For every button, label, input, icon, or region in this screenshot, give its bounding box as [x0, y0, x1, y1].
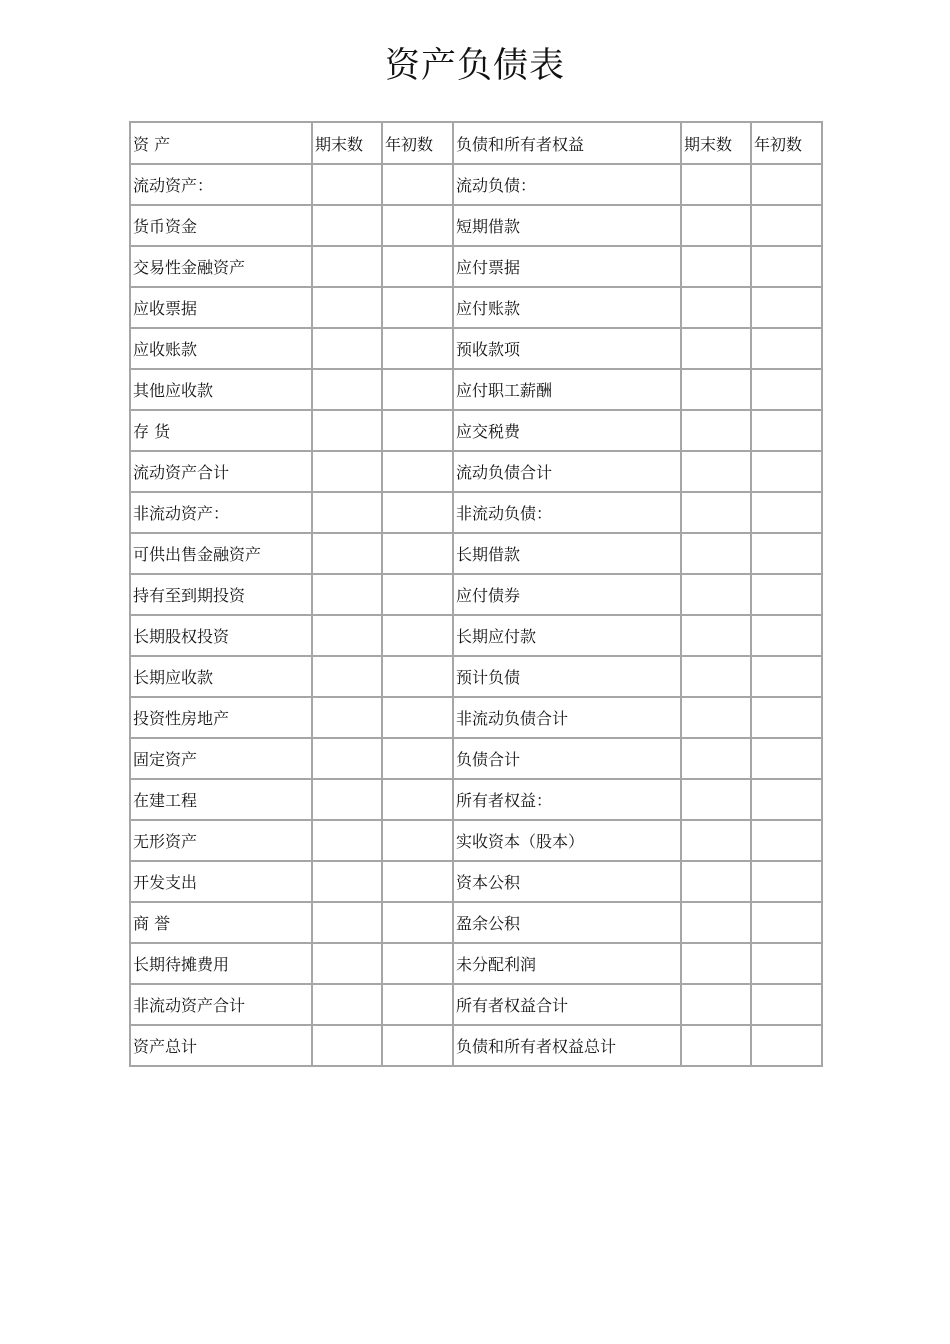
- liability-label: 流动负债：: [453, 164, 681, 205]
- liability-period-end-cell[interactable]: [681, 656, 751, 697]
- asset-year-begin-cell[interactable]: [382, 902, 453, 943]
- asset-label: 长期应收款: [130, 656, 312, 697]
- liability-year-begin-cell[interactable]: [751, 492, 822, 533]
- liability-period-end-cell[interactable]: [681, 246, 751, 287]
- asset-label: 流动资产合计: [130, 451, 312, 492]
- header-year-begin: 年初数: [382, 122, 453, 164]
- liability-year-begin-cell[interactable]: [751, 205, 822, 246]
- liability-label: 预收款项: [453, 328, 681, 369]
- asset-year-begin-cell[interactable]: [382, 328, 453, 369]
- table-row: [130, 615, 822, 656]
- table-row: [130, 861, 822, 902]
- balance-sheet-table: [129, 121, 823, 1067]
- liability-period-end-cell[interactable]: [681, 697, 751, 738]
- asset-year-begin-cell[interactable]: [382, 984, 453, 1025]
- asset-label: 存 货: [130, 410, 312, 451]
- asset-year-begin-cell[interactable]: [382, 615, 453, 656]
- liability-label: 所有者权益合计: [453, 984, 681, 1025]
- asset-year-begin-cell[interactable]: [382, 287, 453, 328]
- asset-label: 持有至到期投资: [130, 574, 312, 615]
- liability-year-begin-cell[interactable]: [751, 656, 822, 697]
- asset-period-end-cell[interactable]: [312, 287, 382, 328]
- asset-period-end-cell[interactable]: [312, 574, 382, 615]
- liability-period-end-cell[interactable]: [681, 205, 751, 246]
- liability-period-end-cell[interactable]: [681, 164, 751, 205]
- header-liabilities-equity: 负债和所有者权益: [453, 122, 681, 164]
- liability-label: 资本公积: [453, 861, 681, 902]
- liability-label: 非流动负债：: [453, 492, 681, 533]
- liability-period-end-cell[interactable]: [681, 984, 751, 1025]
- liability-period-end-cell[interactable]: [681, 287, 751, 328]
- liability-year-begin-cell[interactable]: [751, 697, 822, 738]
- liability-year-begin-cell[interactable]: [751, 820, 822, 861]
- liability-year-begin-cell[interactable]: [751, 943, 822, 984]
- table-row: [130, 451, 822, 492]
- liability-year-begin-cell[interactable]: [751, 779, 822, 820]
- table-row: [130, 738, 822, 779]
- table-row: [130, 697, 822, 738]
- asset-period-end-cell[interactable]: [312, 164, 382, 205]
- liability-label: 所有者权益：: [453, 779, 681, 820]
- asset-label: 非流动资产：: [130, 492, 312, 533]
- asset-year-begin-cell[interactable]: [382, 820, 453, 861]
- liability-period-end-cell[interactable]: [681, 410, 751, 451]
- liability-year-begin-cell[interactable]: [751, 738, 822, 779]
- table-row: [130, 369, 822, 410]
- asset-label: 流动资产：: [130, 164, 312, 205]
- asset-label: 投资性房地产: [130, 697, 312, 738]
- table-row: [130, 820, 822, 861]
- liability-label: 短期借款: [453, 205, 681, 246]
- asset-label: 固定资产: [130, 738, 312, 779]
- liability-period-end-cell[interactable]: [681, 1025, 751, 1066]
- asset-label: 可供出售金融资产: [130, 533, 312, 574]
- liability-period-end-cell[interactable]: [681, 492, 751, 533]
- liability-year-begin-cell[interactable]: [751, 328, 822, 369]
- liability-period-end-cell[interactable]: [681, 533, 751, 574]
- liability-period-end-cell[interactable]: [681, 369, 751, 410]
- asset-year-begin-cell[interactable]: [382, 738, 453, 779]
- asset-period-end-cell[interactable]: [312, 533, 382, 574]
- asset-year-begin-cell[interactable]: [382, 656, 453, 697]
- table-row: [130, 246, 822, 287]
- asset-period-end-cell[interactable]: [312, 1025, 382, 1066]
- asset-label: 开发支出: [130, 861, 312, 902]
- asset-period-end-cell[interactable]: [312, 779, 382, 820]
- liability-year-begin-cell[interactable]: [751, 861, 822, 902]
- table-row: [130, 574, 822, 615]
- liability-period-end-cell[interactable]: [681, 820, 751, 861]
- asset-label: 交易性金融资产: [130, 246, 312, 287]
- page-title: 资产负债表: [384, 46, 565, 86]
- liability-year-begin-cell[interactable]: [751, 574, 822, 615]
- asset-label: 商 誉: [130, 902, 312, 943]
- liability-label: 负债和所有者权益总计: [453, 1025, 681, 1066]
- asset-label: 在建工程: [130, 779, 312, 820]
- asset-label: 无形资产: [130, 820, 312, 861]
- liability-period-end-cell[interactable]: [681, 451, 751, 492]
- liability-label: 流动负债合计: [453, 451, 681, 492]
- liability-label: 长期应付款: [453, 615, 681, 656]
- table-row: [130, 943, 822, 984]
- asset-year-begin-cell[interactable]: [382, 779, 453, 820]
- table-row: [130, 164, 822, 205]
- table-row: [130, 328, 822, 369]
- table-header-row: [130, 122, 822, 164]
- liability-label: 未分配利润: [453, 943, 681, 984]
- liability-label: 预计负债: [453, 656, 681, 697]
- asset-year-begin-cell[interactable]: [382, 1025, 453, 1066]
- asset-period-end-cell[interactable]: [312, 492, 382, 533]
- asset-year-begin-cell[interactable]: [382, 492, 453, 533]
- table-row: [130, 1025, 822, 1066]
- header-period-end-2: 期末数: [681, 122, 751, 164]
- asset-period-end-cell[interactable]: [312, 738, 382, 779]
- asset-period-end-cell[interactable]: [312, 943, 382, 984]
- asset-year-begin-cell[interactable]: [382, 861, 453, 902]
- asset-label: 其他应收款: [130, 369, 312, 410]
- asset-year-begin-cell[interactable]: [382, 410, 453, 451]
- liability-label: 应交税费: [453, 410, 681, 451]
- asset-year-begin-cell[interactable]: [382, 369, 453, 410]
- asset-period-end-cell[interactable]: [312, 820, 382, 861]
- liability-period-end-cell[interactable]: [681, 574, 751, 615]
- liability-period-end-cell[interactable]: [681, 615, 751, 656]
- asset-year-begin-cell[interactable]: [382, 533, 453, 574]
- table-row: [130, 902, 822, 943]
- table-row: [130, 492, 822, 533]
- liability-year-begin-cell[interactable]: [751, 410, 822, 451]
- liability-label: 负债合计: [453, 738, 681, 779]
- asset-label: 长期股权投资: [130, 615, 312, 656]
- asset-year-begin-cell[interactable]: [382, 246, 453, 287]
- liability-label: 应付账款: [453, 287, 681, 328]
- liability-year-begin-cell[interactable]: [751, 1025, 822, 1066]
- asset-year-begin-cell[interactable]: [382, 697, 453, 738]
- asset-year-begin-cell[interactable]: [382, 164, 453, 205]
- asset-period-end-cell[interactable]: [312, 246, 382, 287]
- liability-year-begin-cell[interactable]: [751, 984, 822, 1025]
- liability-period-end-cell[interactable]: [681, 328, 751, 369]
- asset-period-end-cell[interactable]: [312, 656, 382, 697]
- asset-label: 应收票据: [130, 287, 312, 328]
- asset-period-end-cell[interactable]: [312, 615, 382, 656]
- asset-period-end-cell[interactable]: [312, 902, 382, 943]
- header-period-end: 期末数: [312, 122, 382, 164]
- liability-period-end-cell[interactable]: [681, 902, 751, 943]
- liability-year-begin-cell[interactable]: [751, 902, 822, 943]
- asset-period-end-cell[interactable]: [312, 369, 382, 410]
- asset-year-begin-cell[interactable]: [382, 943, 453, 984]
- table-row: [130, 779, 822, 820]
- asset-period-end-cell[interactable]: [312, 205, 382, 246]
- liability-label: 应付债券: [453, 574, 681, 615]
- asset-label: 长期待摊费用: [130, 943, 312, 984]
- liability-year-begin-cell[interactable]: [751, 287, 822, 328]
- liability-year-begin-cell[interactable]: [751, 164, 822, 205]
- table-row: [130, 410, 822, 451]
- asset-label: 货币资金: [130, 205, 312, 246]
- asset-period-end-cell[interactable]: [312, 451, 382, 492]
- liability-year-begin-cell[interactable]: [751, 451, 822, 492]
- table-row: [130, 205, 822, 246]
- liability-label: 盈余公积: [453, 902, 681, 943]
- table-row: [130, 287, 822, 328]
- table-row: [130, 656, 822, 697]
- liability-year-begin-cell[interactable]: [751, 369, 822, 410]
- header-year-begin-2: 年初数: [751, 122, 822, 164]
- liability-period-end-cell[interactable]: [681, 943, 751, 984]
- asset-label: 资产总计: [130, 1025, 312, 1066]
- liability-year-begin-cell[interactable]: [751, 246, 822, 287]
- asset-period-end-cell[interactable]: [312, 984, 382, 1025]
- table-body: [130, 122, 822, 1066]
- asset-year-begin-cell[interactable]: [382, 451, 453, 492]
- liability-period-end-cell[interactable]: [681, 738, 751, 779]
- liability-label: 实收资本（股本）: [453, 820, 681, 861]
- asset-period-end-cell[interactable]: [312, 861, 382, 902]
- asset-period-end-cell[interactable]: [312, 697, 382, 738]
- asset-period-end-cell[interactable]: [312, 328, 382, 369]
- liability-year-begin-cell[interactable]: [751, 533, 822, 574]
- liability-year-begin-cell[interactable]: [751, 615, 822, 656]
- liability-label: 应付职工薪酬: [453, 369, 681, 410]
- liability-period-end-cell[interactable]: [681, 779, 751, 820]
- asset-label: 应收账款: [130, 328, 312, 369]
- header-assets: 资 产: [130, 122, 312, 164]
- asset-year-begin-cell[interactable]: [382, 574, 453, 615]
- asset-label: 非流动资产合计: [130, 984, 312, 1025]
- liability-label: 应付票据: [453, 246, 681, 287]
- table-row: [130, 533, 822, 574]
- liability-period-end-cell[interactable]: [681, 861, 751, 902]
- asset-year-begin-cell[interactable]: [382, 205, 453, 246]
- table-row: [130, 984, 822, 1025]
- liability-label: 长期借款: [453, 533, 681, 574]
- liability-label: 非流动负债合计: [453, 697, 681, 738]
- asset-period-end-cell[interactable]: [312, 410, 382, 451]
